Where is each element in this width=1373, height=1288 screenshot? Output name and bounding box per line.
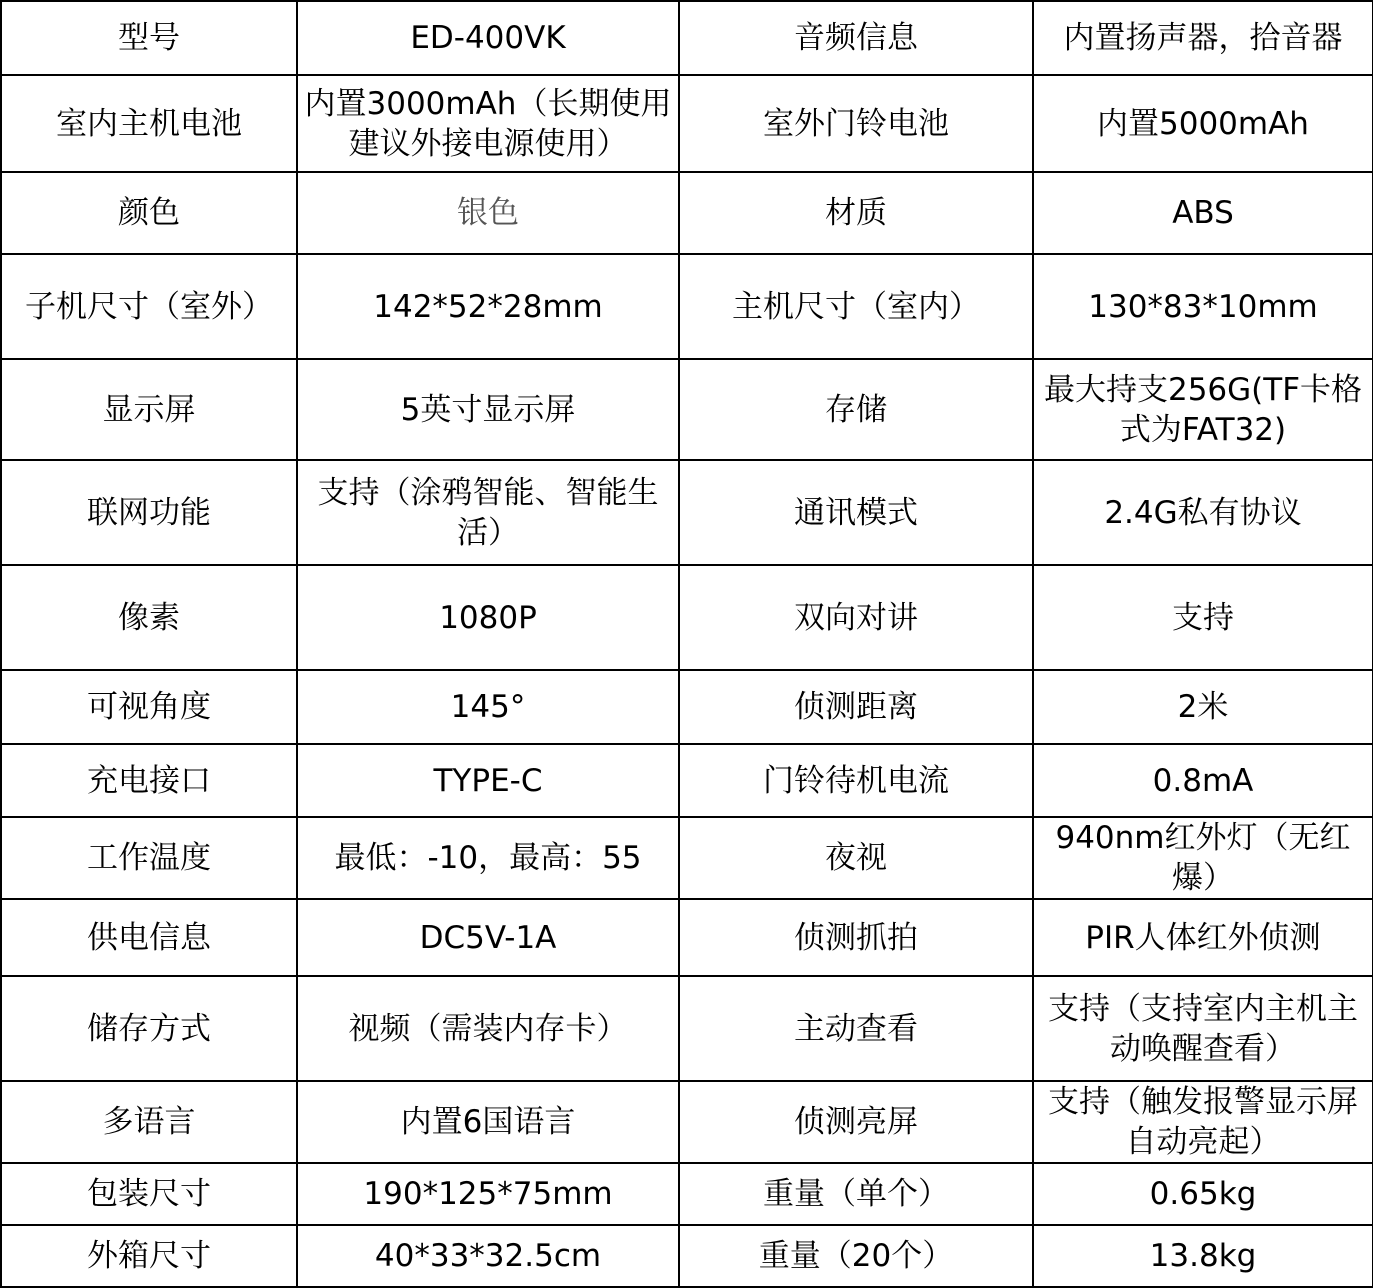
spec-value: 视频（需装内存卡） [297,976,679,1081]
spec-value: DC5V-1A [297,899,679,976]
spec-value: 142*52*28mm [297,254,679,359]
spec-value: 130*83*10mm [1033,254,1373,359]
spec-label: 室外门铃电池 [679,75,1033,172]
spec-label: 通讯模式 [679,460,1033,565]
spec-label: 重量（20个） [679,1225,1033,1287]
spec-label: 颜色 [1,172,297,254]
spec-label: 侦测亮屏 [679,1081,1033,1163]
spec-value: 2.4G私有协议 [1033,460,1373,565]
spec-value: 940nm红外灯（无红爆） [1033,817,1373,899]
spec-label: 室内主机电池 [1,75,297,172]
spec-value: TYPE-C [297,744,679,817]
spec-label: 储存方式 [1,976,297,1081]
spec-value: 1080P [297,565,679,670]
spec-value: ABS [1033,172,1373,254]
spec-label: 包装尺寸 [1,1163,297,1225]
spec-value: 最大持支256G(TF卡格式为FAT32) [1033,359,1373,460]
spec-value: 内置6国语言 [297,1081,679,1163]
spec-label: 工作温度 [1,817,297,899]
spec-label: 双向对讲 [679,565,1033,670]
spec-value: 内置3000mAh（长期使用建议外接电源使用） [297,75,679,172]
table-row [1,359,1373,460]
spec-label: 材质 [679,172,1033,254]
spec-label: 型号 [1,1,297,75]
spec-value: 支持（涂鸦智能、智能生活） [297,460,679,565]
spec-value: 最低：-10，最高：55 [297,817,679,899]
spec-value: 5英寸显示屏 [297,359,679,460]
spec-value: 13.8kg [1033,1225,1373,1287]
spec-label: 主动查看 [679,976,1033,1081]
spec-value: 40*33*32.5cm [297,1225,679,1287]
spec-label: 供电信息 [1,899,297,976]
spec-label: 重量（单个） [679,1163,1033,1225]
spec-value: 支持 [1033,565,1373,670]
spec-label: 多语言 [1,1081,297,1163]
spec-label: 子机尺寸（室外） [1,254,297,359]
table-row [1,75,1373,172]
spec-label: 像素 [1,565,297,670]
spec-label: 夜视 [679,817,1033,899]
spec-value: ED-400VK [297,1,679,75]
table-row [1,172,1373,254]
table-row [1,1,1373,75]
spec-label: 存储 [679,359,1033,460]
table-row [1,460,1373,565]
table-row [1,565,1373,670]
spec-label: 联网功能 [1,460,297,565]
spec-value: 145° [297,670,679,744]
spec-value: 支持（触发报警显示屏自动亮起） [1033,1081,1373,1163]
spec-label: 门铃待机电流 [679,744,1033,817]
spec-value: 2米 [1033,670,1373,744]
spec-label: 外箱尺寸 [1,1225,297,1287]
spec-label: 侦测抓拍 [679,899,1033,976]
spec-label: 显示屏 [1,359,297,460]
spec-value: 银色 [297,172,679,254]
spec-value: PIR人体红外侦测 [1033,899,1373,976]
table-row [1,1225,1373,1287]
spec-value: 0.8mA [1033,744,1373,817]
spec-label: 侦测距离 [679,670,1033,744]
table-row [1,817,1373,899]
table-row [1,1081,1373,1163]
spec-value: 0.65kg [1033,1163,1373,1225]
spec-label: 音频信息 [679,1,1033,75]
spec-value: 支持（支持室内主机主动唤醒查看） [1033,976,1373,1081]
table-row [1,976,1373,1081]
table-row [1,254,1373,359]
spec-value: 190*125*75mm [297,1163,679,1225]
spec-label: 可视角度 [1,670,297,744]
spec-label: 充电接口 [1,744,297,817]
spec-value: 内置扬声器，拾音器 [1033,1,1373,75]
table-row [1,744,1373,817]
table-row [1,899,1373,976]
spec-value: 内置5000mAh [1033,75,1373,172]
table-row [1,1163,1373,1225]
table-row [1,670,1373,744]
spec-label: 主机尺寸（室内） [679,254,1033,359]
